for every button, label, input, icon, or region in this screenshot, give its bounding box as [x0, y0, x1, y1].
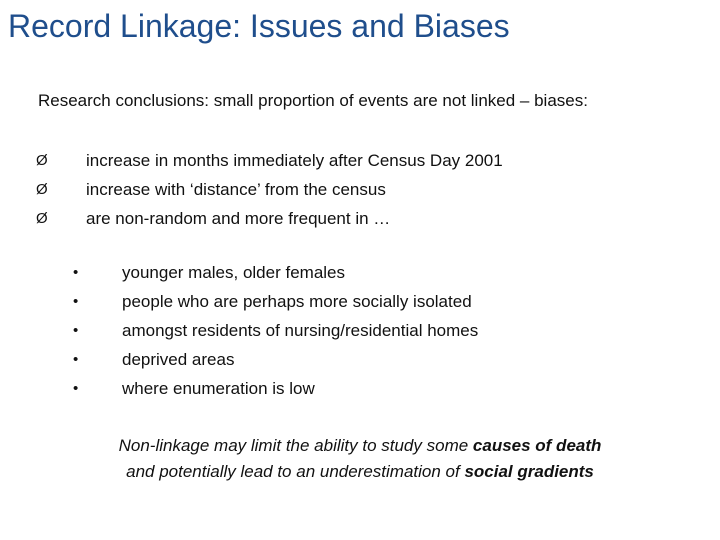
- group-text: amongst residents of nursing/residential homes: [122, 321, 479, 340]
- conclusion-line-1: [60, 433, 660, 459]
- round-bullet-icon: •: [73, 293, 79, 310]
- arrow-bullet-icon: Ø: [36, 210, 48, 227]
- round-bullet-icon: •: [73, 264, 79, 281]
- group-text: people who are perhaps more socially isolated: [122, 292, 472, 311]
- bias-text: increase with ‘distance’ from the census: [86, 180, 386, 199]
- group-text: younger males, older females: [122, 263, 346, 282]
- conclusion-part-2: and potentially lead to an underestimation of: [126, 462, 465, 481]
- research-conclusions-text: Research conclusions: small proportion of events are not linked – biases:: [38, 91, 588, 110]
- bias-text: are non-random and more frequent in …: [86, 209, 391, 228]
- group-text: deprived areas: [122, 350, 235, 369]
- causes-of-death-emphasis: causes of death: [472, 436, 602, 455]
- round-bullet-icon: •: [73, 351, 79, 368]
- bias-text: increase in months immediately after Census Day 2001: [86, 151, 503, 170]
- round-bullet-icon: •: [73, 380, 79, 397]
- arrow-bullet-icon: Ø: [36, 181, 48, 198]
- conclusion-part-1: Non-linkage may limit the ability to study some: [118, 436, 473, 455]
- social-gradients-emphasis: social gradients: [464, 462, 594, 481]
- conclusion-line-2: [60, 459, 660, 485]
- group-text: where enumeration is low: [122, 379, 315, 398]
- round-bullet-icon: •: [73, 322, 79, 339]
- arrow-bullet-icon: Ø: [36, 152, 48, 169]
- conclusion-text: [60, 433, 660, 485]
- slide-title: Record Linkage: Issues and Biases: [8, 8, 510, 44]
